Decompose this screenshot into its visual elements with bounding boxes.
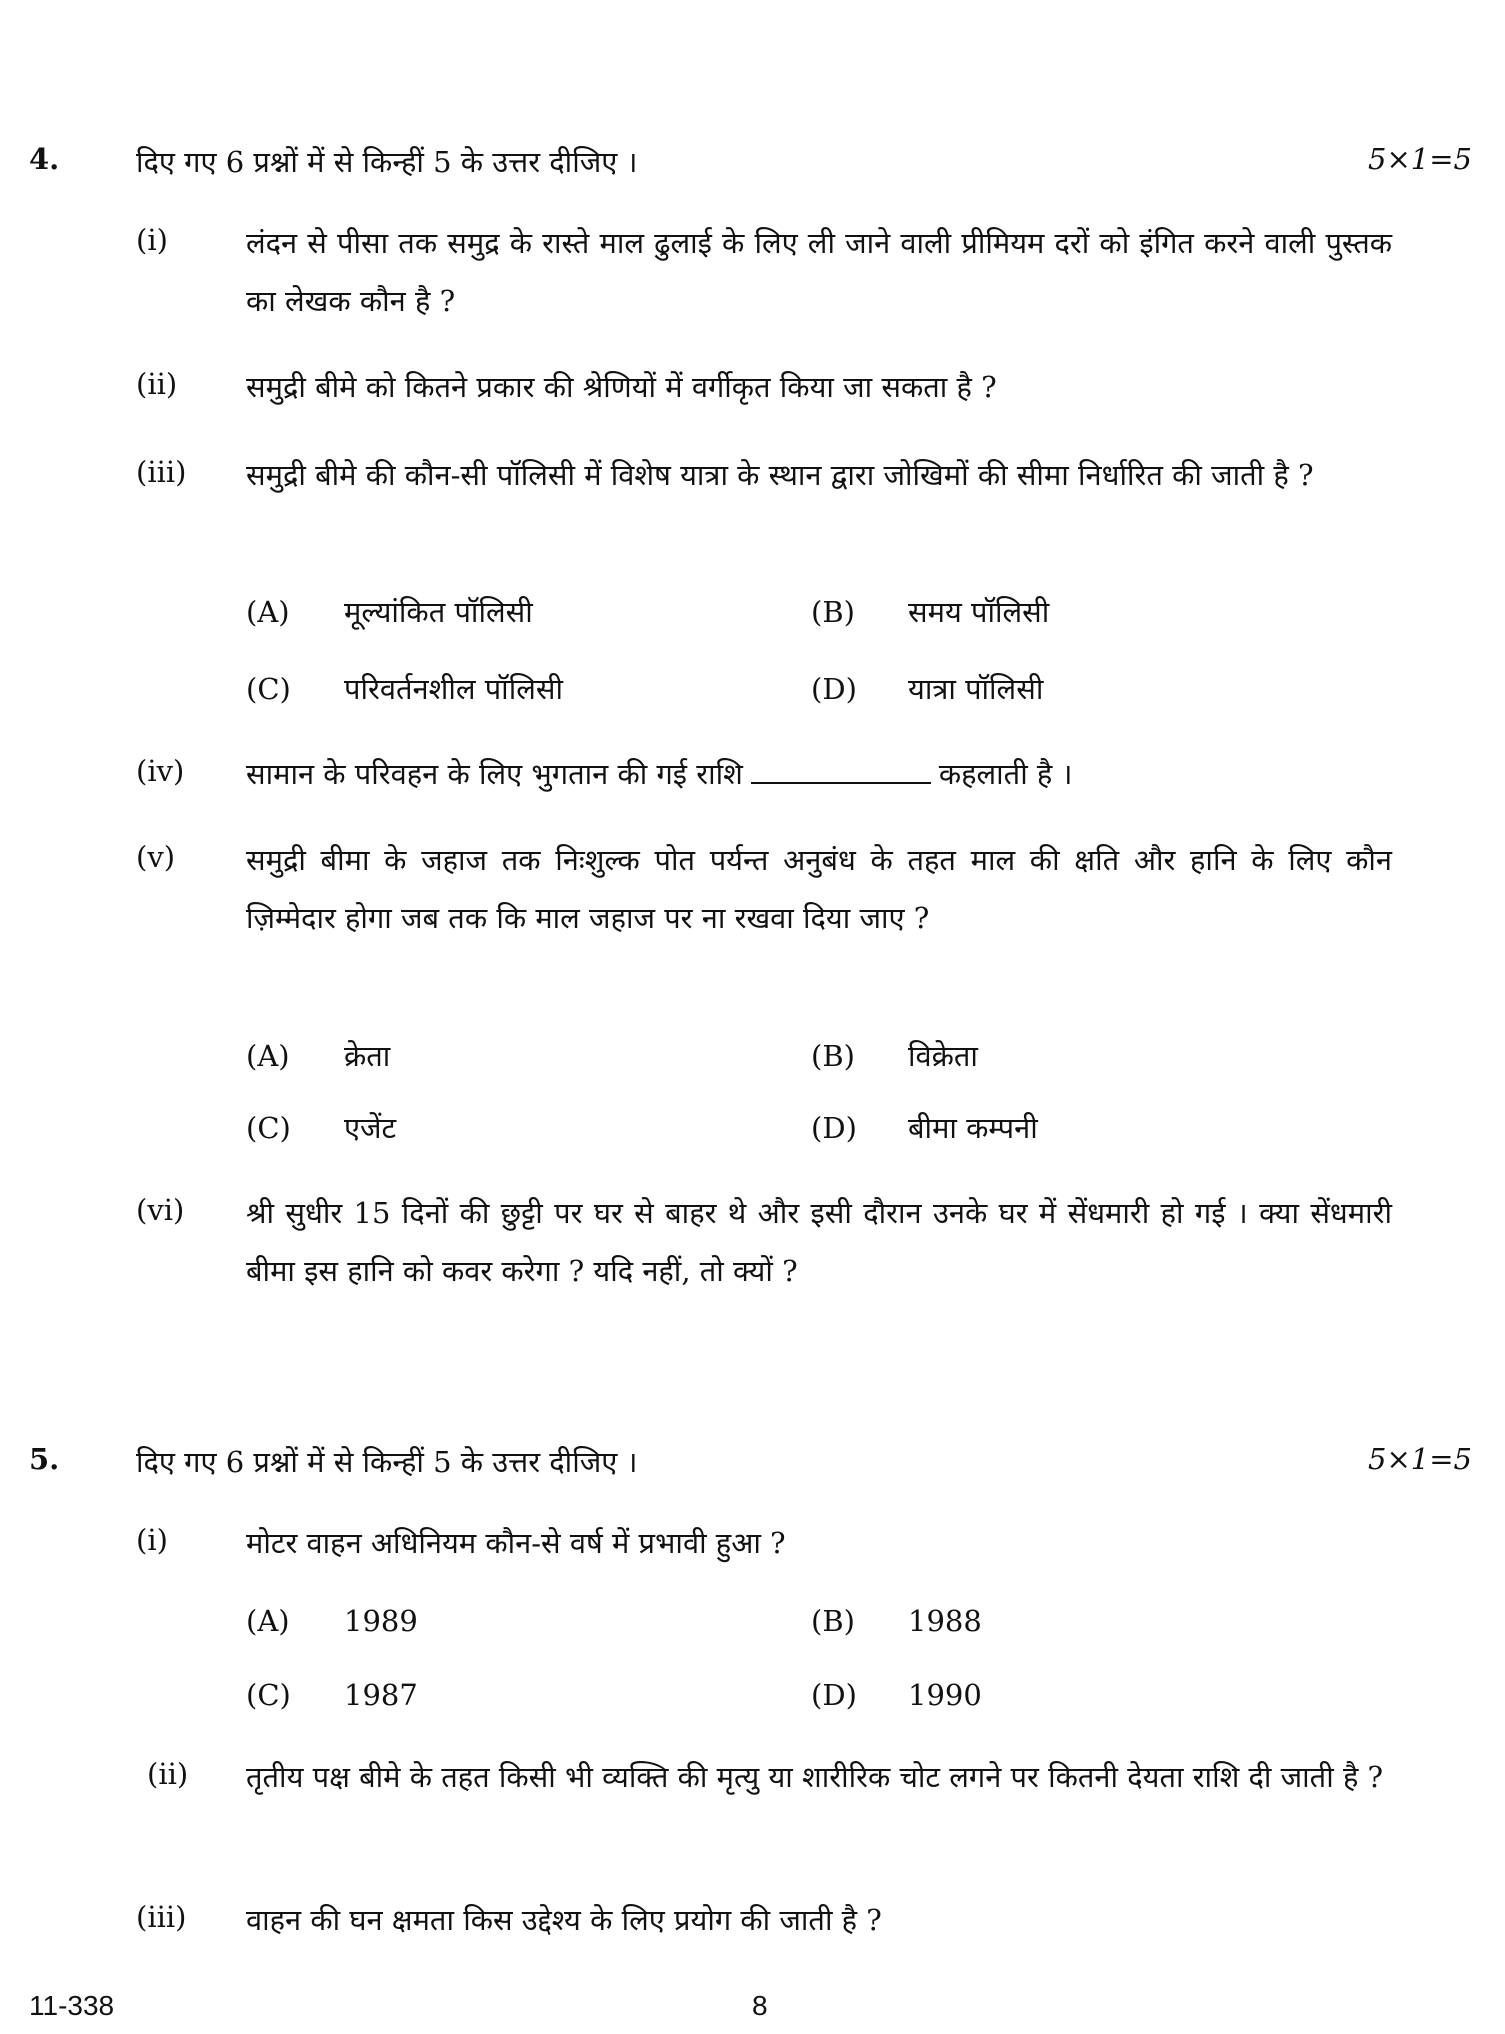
item-label: (i) (136, 1523, 168, 1557)
question-marks: 5×1=5 (1368, 1442, 1472, 1476)
item-text: समुद्री बीमे की कौन-सी पॉलिसी में विशेष यात्रा के स्थान द्वारा जोखिमों की सीमा निर्धारित की जाती है ? (246, 458, 1314, 492)
option-text: बीमा कम्पनी (908, 1111, 1038, 1145)
fill-blank (751, 781, 931, 784)
option-text: परिवर्तनशील पॉलिसी (344, 672, 563, 706)
option-text: समय पॉलिसी (908, 595, 1050, 629)
item-text (246, 754, 1073, 793)
option-label: (A) (246, 595, 290, 629)
item-label: (iv) (136, 754, 185, 788)
item-text: मोटर वाहन अधिनियम कौन-से वर्ष में प्रभावी हुआ ? (246, 1526, 786, 1560)
question-instruction: दिए गए 6 प्रश्नों में से किन्हीं 5 के उत्तर दीजिए । (136, 145, 638, 179)
option-text: 1987 (344, 1678, 418, 1712)
option-label: (A) (246, 1604, 290, 1638)
fill-text-after: कहलाती है । (938, 757, 1073, 791)
paper-code: 11-338 (29, 1990, 115, 2021)
item-text: तृतीय पक्ष बीमे के तहत किसी भी व्यक्ति की मृत्यु या शारीरिक चोट लगने पर कितनी देयता राशि दी जाती है ? (246, 1760, 1384, 1794)
option-label: (B) (811, 1039, 855, 1073)
item-label: (iii) (136, 1900, 187, 1934)
question-instruction: दिए गए 6 प्रश्नों में से किन्हीं 5 के उत्तर दीजिए । (136, 1445, 638, 1479)
option-text: यात्रा पॉलिसी (908, 672, 1044, 706)
option-label: (A) (246, 1039, 290, 1073)
option-label: (D) (811, 1678, 857, 1712)
option-label: (C) (246, 672, 291, 706)
option-label: (B) (811, 595, 855, 629)
option-text: विक्रेता (908, 1039, 978, 1073)
fill-text-before: सामान के परिवहन के लिए भुगतान की गई राशि (246, 757, 743, 791)
item-label: (vi) (136, 1193, 185, 1227)
question-number: 4. (29, 142, 60, 176)
item-label: (ii) (136, 367, 178, 401)
item-label: (ii) (147, 1757, 189, 1791)
option-text: क्रेता (344, 1039, 391, 1073)
item-text: लंदन से पीसा तक समुद्र के रास्ते माल ढुलाई के लिए ली जाने वाली प्रीमियम दरों को इंगित करने वाली पुस्तक का लेखक कौन है ? (246, 226, 1392, 318)
option-label: (B) (811, 1604, 855, 1638)
item-label: (iii) (136, 455, 187, 489)
item-text: समुद्री बीमा के जहाज तक निःशुल्क पोत पर्यन्त अनुबंध के तहत माल की क्षति और हानि के लिए कौन ज़िम्मेदार होगा जब तक कि माल जहाज पर ना रखवा दिया जाए ? (246, 843, 1392, 935)
item-text: वाहन की घन क्षमता किस उद्देश्य के लिए प्रयोग की जाती है ? (246, 1903, 882, 1937)
option-label: (C) (246, 1111, 291, 1145)
option-a (246, 592, 290, 632)
question-marks: 5×1=5 (1368, 142, 1472, 176)
option-label: (C) (246, 1678, 291, 1712)
item-label: (i) (136, 223, 168, 257)
option-label: (D) (811, 672, 857, 706)
item-label: (v) (136, 840, 176, 874)
item-text: समुद्री बीमे को कितने प्रकार की श्रेणियों में वर्गीकृत किया जा सकता है ? (246, 370, 997, 404)
option-text: 1989 (344, 1604, 418, 1638)
option-text: मूल्यांकित पॉलिसी (344, 595, 533, 629)
option-text: 1990 (908, 1678, 982, 1712)
option-text: एजेंट (344, 1111, 397, 1145)
page-number: 8 (752, 1990, 768, 2021)
question-number: 5. (29, 1442, 60, 1476)
item-text: श्री सुधीर 15 दिनों की छुट्टी पर घर से बाहर थे और इसी दौरान उनके घर में सेंधमारी हो गई । क्या सेंधमारी बीमा इस हानि को कवर करेगा ? यदि नहीं, तो क्यों ? (246, 1196, 1392, 1288)
option-text: 1988 (908, 1604, 982, 1638)
option-label: (D) (811, 1111, 857, 1145)
